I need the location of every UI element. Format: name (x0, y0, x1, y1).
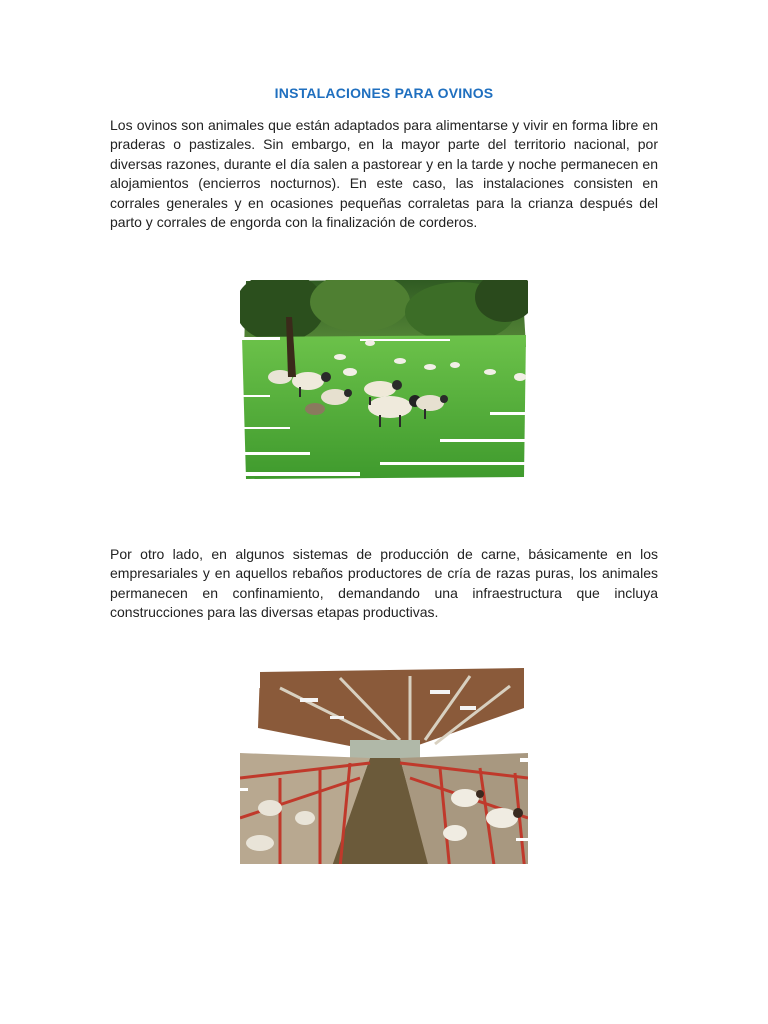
sheep-barn-photo (240, 668, 528, 872)
paragraph-intro: Los ovinos son animales que están adaptados para alimentarse y vivir en forma libre en praderas o pastizales. Sin embargo, en la mayor parte del territorio nacional, por diversas razones, durante el día salen a pastorear y en la tarde y noche permanecen en alojamientos (encierros nocturnos). En este caso, las instalaciones consisten en corrales generales y en ocasiones pequeñas corraletas para la crianza después del parto y corrales de engorda con la finalización de corderos. (110, 117, 658, 231)
sheep-pasture-photo (240, 277, 528, 482)
paragraph-confinement: Por otro lado, en algunos sistemas de producción de carne, básicamente en los empresariales y en aquellos rebaños productores de cría de razas puras, los animales permanecen en confinamiento, demandando una infraestructura que incluya construcciones para las diversas etapas productivas. (110, 546, 658, 621)
document-title: INSTALACIONES PARA OVINOS (274, 85, 494, 101)
